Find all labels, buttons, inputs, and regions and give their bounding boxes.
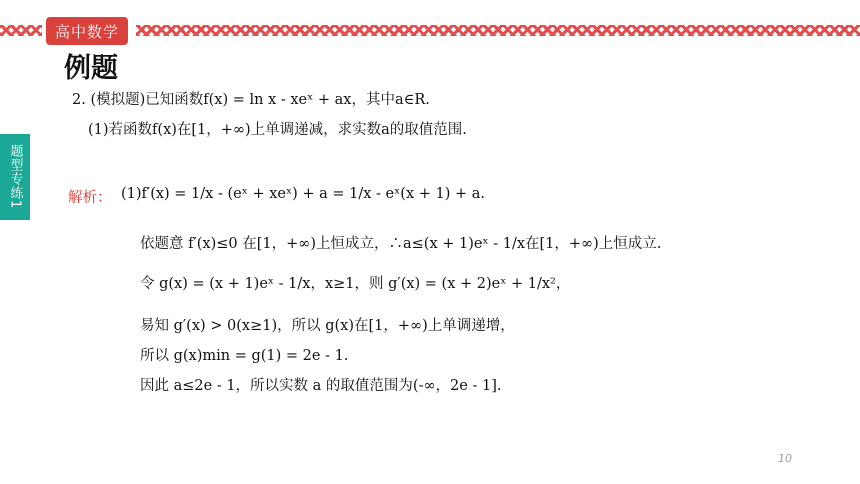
solution-line-5: 所以 g(x)min = g(1) = 2e - 1. bbox=[140, 348, 349, 364]
problem-question: (1)若函数f(x)在[1，+∞)上单调递减，求实数a的取值范围. bbox=[88, 122, 467, 138]
subject-tab: 高中数学 bbox=[46, 17, 128, 45]
problem-statement: 2. (模拟题)已知函数f(x) = ln x - xeˣ + ax，其中a∈R. bbox=[72, 92, 430, 108]
decorative-border-left bbox=[0, 25, 42, 36]
solution-line-1: (1)f′(x) = 1/x - (eˣ + xeˣ) + a = 1/x - eˣ(x + 1) + a. bbox=[121, 186, 485, 202]
solution-line-4: 易知 g′(x) > 0(x≥1)，所以 g(x)在[1，+∞)上单调递增， bbox=[140, 318, 515, 334]
solution-label: 解析： bbox=[68, 190, 112, 206]
solution-line-2: 依题意 f′(x)≤0 在[1，+∞)上恒成立，∴a≤(x + 1)eˣ - 1/x在[1，+∞)上恒成立. bbox=[140, 236, 662, 252]
solution-line-3: 令 g(x) = (x + 1)eˣ - 1/x，x≥1，则 g′(x) = (x + 2)eˣ + 1/x²， bbox=[140, 276, 571, 292]
side-tab: 题型专练1 bbox=[0, 134, 30, 220]
page-number: 10 bbox=[778, 452, 792, 465]
solution-line-6: 因此 a≤2e - 1，所以实数 a 的取值范围为(-∞，2e - 1]. bbox=[140, 378, 502, 394]
decorative-border-right bbox=[136, 25, 860, 36]
page-title: 例题 bbox=[64, 53, 118, 84]
